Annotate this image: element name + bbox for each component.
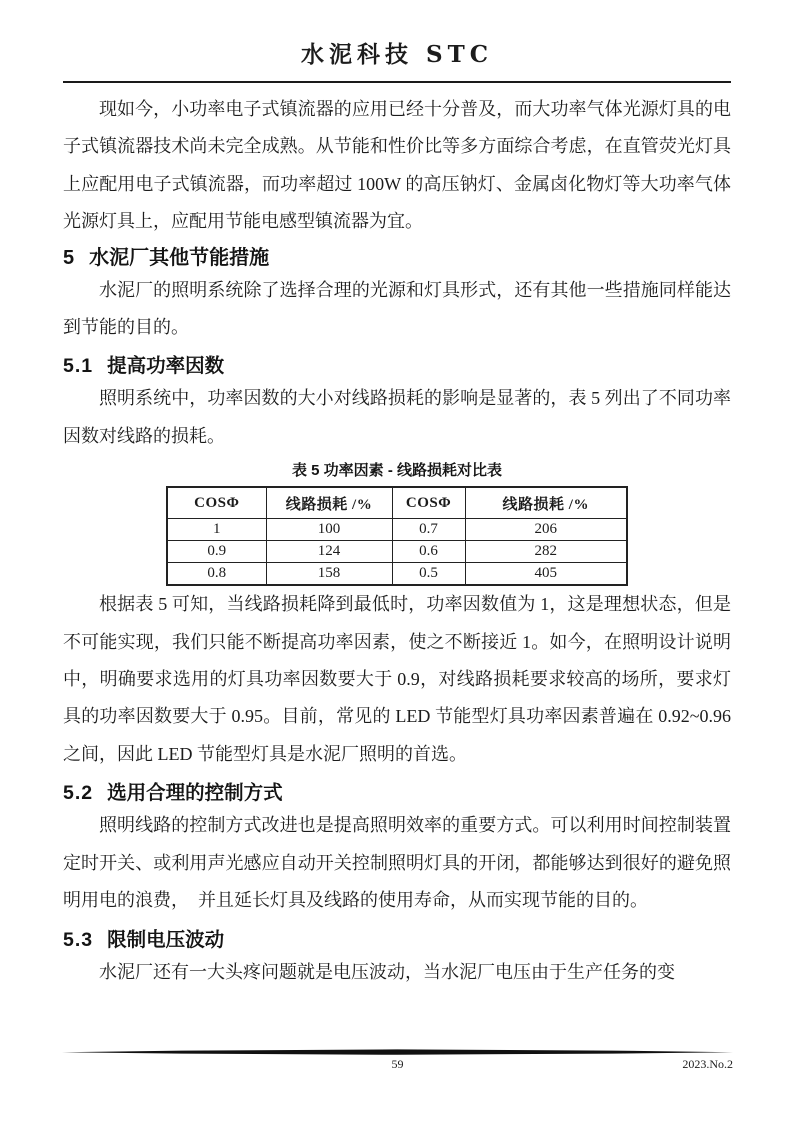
section-5-3-heading <box>63 926 731 954</box>
table-header-cell: 线路损耗 /% <box>465 487 627 519</box>
table-cell: 124 <box>266 541 392 563</box>
table-5-caption: 表 5 功率因素 - 线路损耗对比表 <box>291 462 502 480</box>
table-row <box>167 519 627 541</box>
section-5-3-paragraph: 水泥厂还有一大头疼问题就是电压波动，当水泥厂电压由于生产任务的变 <box>99 961 675 982</box>
footer-row <box>62 1056 733 1074</box>
table-cell: 0.5 <box>392 563 465 586</box>
section-5-2-number: 5.2 <box>63 782 94 805</box>
section-5-1-paragraph-1: 照明系统中，功率因数的大小对线路损耗的影响是显著的，表 5 列出了不同功率因数对线路的损耗。 <box>63 388 731 446</box>
section-5-1-number: 5.1 <box>63 355 94 378</box>
footer-rule <box>62 1049 733 1056</box>
table-cell: 1 <box>167 519 266 541</box>
section-5-2-title: 选用合理的控制方式 <box>107 782 283 805</box>
section-5-heading <box>63 244 731 272</box>
section-5-1-paragraph-2: 根据表 5 可知，当线路损耗降到最低时，功率因数值为 1，这是理想状态，但是不可能实现，我们只能不断提高功率因素，使之不断接近 1。如今，在照明设计说明中，明确要求选用的灯具功率因数要大于 0.9，对线路损耗要求较高的场所，要求灯具的功率因数要大于 0.95。目前，常见的 LED 节能型灯具功率因素普遍在 0.92~0.96 之间，因此 LED 节能型灯具是水泥厂照明的首选。 <box>63 594 731 764</box>
table-row <box>167 563 627 586</box>
journal-title: 水泥科技 STC <box>300 41 494 68</box>
page-footer <box>62 1049 733 1074</box>
table-header-cell: COSΦ <box>392 487 465 519</box>
section-5-title: 水泥厂其他节能措施 <box>89 246 270 269</box>
intro-paragraph: 现如今，小功率电子式镇流器的应用已经十分普及，而大功率气体光源灯具的电子式镇流器技术尚未完全成熟。从节能和性价比等多方面综合考虑，在直管荧光灯具上应配用电子式镇流器，而功率超过 100W 的高压钠灯、金属卤化物灯等大功率气体光源灯具上，应配用节能电感型镇流器为宜。 <box>63 99 731 232</box>
table-cell: 405 <box>465 563 627 586</box>
section-5-1-title: 提高功率因数 <box>107 355 225 378</box>
section-5-paragraph: 水泥厂的照明系统除了选择合理的光源和灯具形式，还有其他一些措施同样能达到节能的目的。 <box>63 279 731 338</box>
page-number: 59 <box>391 1057 404 1071</box>
table-cell: 0.7 <box>392 519 465 541</box>
section-5-3-title: 限制电压波动 <box>107 928 225 951</box>
table-cell: 0.6 <box>392 541 465 563</box>
header-rule <box>63 81 731 83</box>
section-5-3-number: 5.3 <box>63 928 94 951</box>
table-header-row <box>167 487 627 519</box>
table-cell: 100 <box>266 519 392 541</box>
table-cell: 0.8 <box>167 563 266 586</box>
table-row <box>167 541 627 563</box>
section-5-2-paragraph: 照明线路的控制方式改进也是提高照明效率的重要方式。可以利用时间控制装置定时开关、或利用声光感应自动开关控制照明灯具的开闭，都能够达到很好的避免照明用电的浪费， 并且延长灯具及线路的使用寿命，从而实现节能的目的。 <box>63 815 731 911</box>
issue-number: 2023.No.2 <box>682 1057 733 1071</box>
section-5-2-heading <box>63 779 731 807</box>
page-content <box>63 38 731 991</box>
table-header-cell: 线路损耗 /% <box>266 487 392 519</box>
power-factor-line-loss-table <box>166 486 628 586</box>
section-5-1-heading <box>63 352 731 380</box>
table-cell: 282 <box>465 541 627 563</box>
section-5-number: 5 <box>63 246 76 269</box>
table-cell: 0.9 <box>167 541 266 563</box>
table-cell: 206 <box>465 519 627 541</box>
table-header-cell: COSΦ <box>167 487 266 519</box>
table-cell: 158 <box>266 563 392 586</box>
